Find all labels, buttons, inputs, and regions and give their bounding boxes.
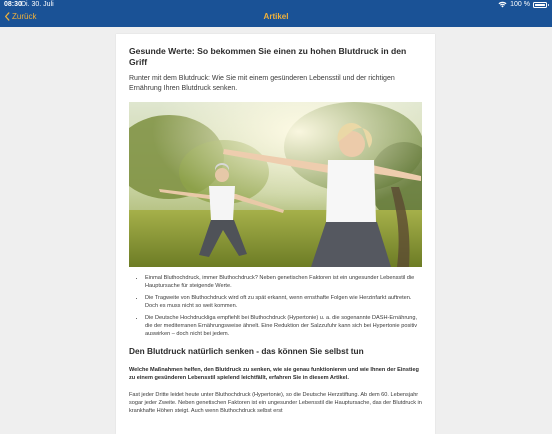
hero-image [129, 102, 422, 267]
section-title: Den Blutdruck natürlich senken - das können Sie selbst tun [129, 345, 364, 356]
article-title: Gesunde Werte: So bekommen Sie einen zu hohen Blutdruck in den Griff [129, 46, 407, 67]
back-label: Zurück [12, 12, 37, 21]
article-card [116, 34, 435, 434]
battery-percent: 100 % [510, 1, 530, 8]
list-item: • Die Deutsche Hochdruckliga empfiehlt bei Bluthochdruck (Hypertonie) u. a. die sogenannte DASH-Ernährung, die der mediterranen Ernährungsweise ähnelt. Eine Reduktion der Salzzufuhr kann sich bei Hypertonie positiv auswirken – doch nicht bei jedem. [145, 314, 422, 339]
list-item: • Die Tragweite von Bluthochdruck wird oft zu spät erkannt, wenn ernsthafte Folgen wie Herzinfarkt auftreten. Doch es muss nicht so weit kommen. [145, 294, 422, 310]
list-item: • Einmal Bluthochdruck, immer Bluthochdruck? Neben genetischen Faktoren ist ein ungesunder Lebensstil die Hauptursache für steigende Werte. [145, 274, 422, 290]
article-lead: Runter mit dem Blutdruck: Wie Sie mit einem gesünderen Lebensstil und der richtigen Ernährung Ihren Blutdruck senken. [129, 75, 395, 92]
article-content [129, 46, 422, 416]
body-paragraph: Fast jeder Dritte leidet heute unter Bluthochdruck (Hypertonie), so die Deutsche Herzstiftung. Ab dem 60. Lebensjahr sogar jeder Zweite. Neben genetischen Faktoren ist ein ungesunder Lebensstil die Hauptursache, das der Blutdruck in krankhafte Höhen steigt. Auch wenn Bluthochdruck selbst erst [129, 392, 422, 415]
bullet-list [129, 274, 422, 339]
intro-paragraph: Welche Maßnahmen helfen, den Blutdruck zu senken, wie sie genau funktionieren und wie Ihnen der Einstieg zu einem gesünderen Lebensstil spielend leichtfällt, erfahren Sie in diesem Artikel. [129, 366, 419, 381]
status-indicators [498, 1, 547, 8]
status-date: Di. 30. Juli [21, 1, 54, 8]
status-time: 08:30 [4, 1, 22, 8]
wifi-icon [498, 1, 507, 8]
nav-title: Artikel [263, 12, 289, 21]
battery-icon [533, 2, 547, 8]
top-bar [0, 0, 552, 27]
